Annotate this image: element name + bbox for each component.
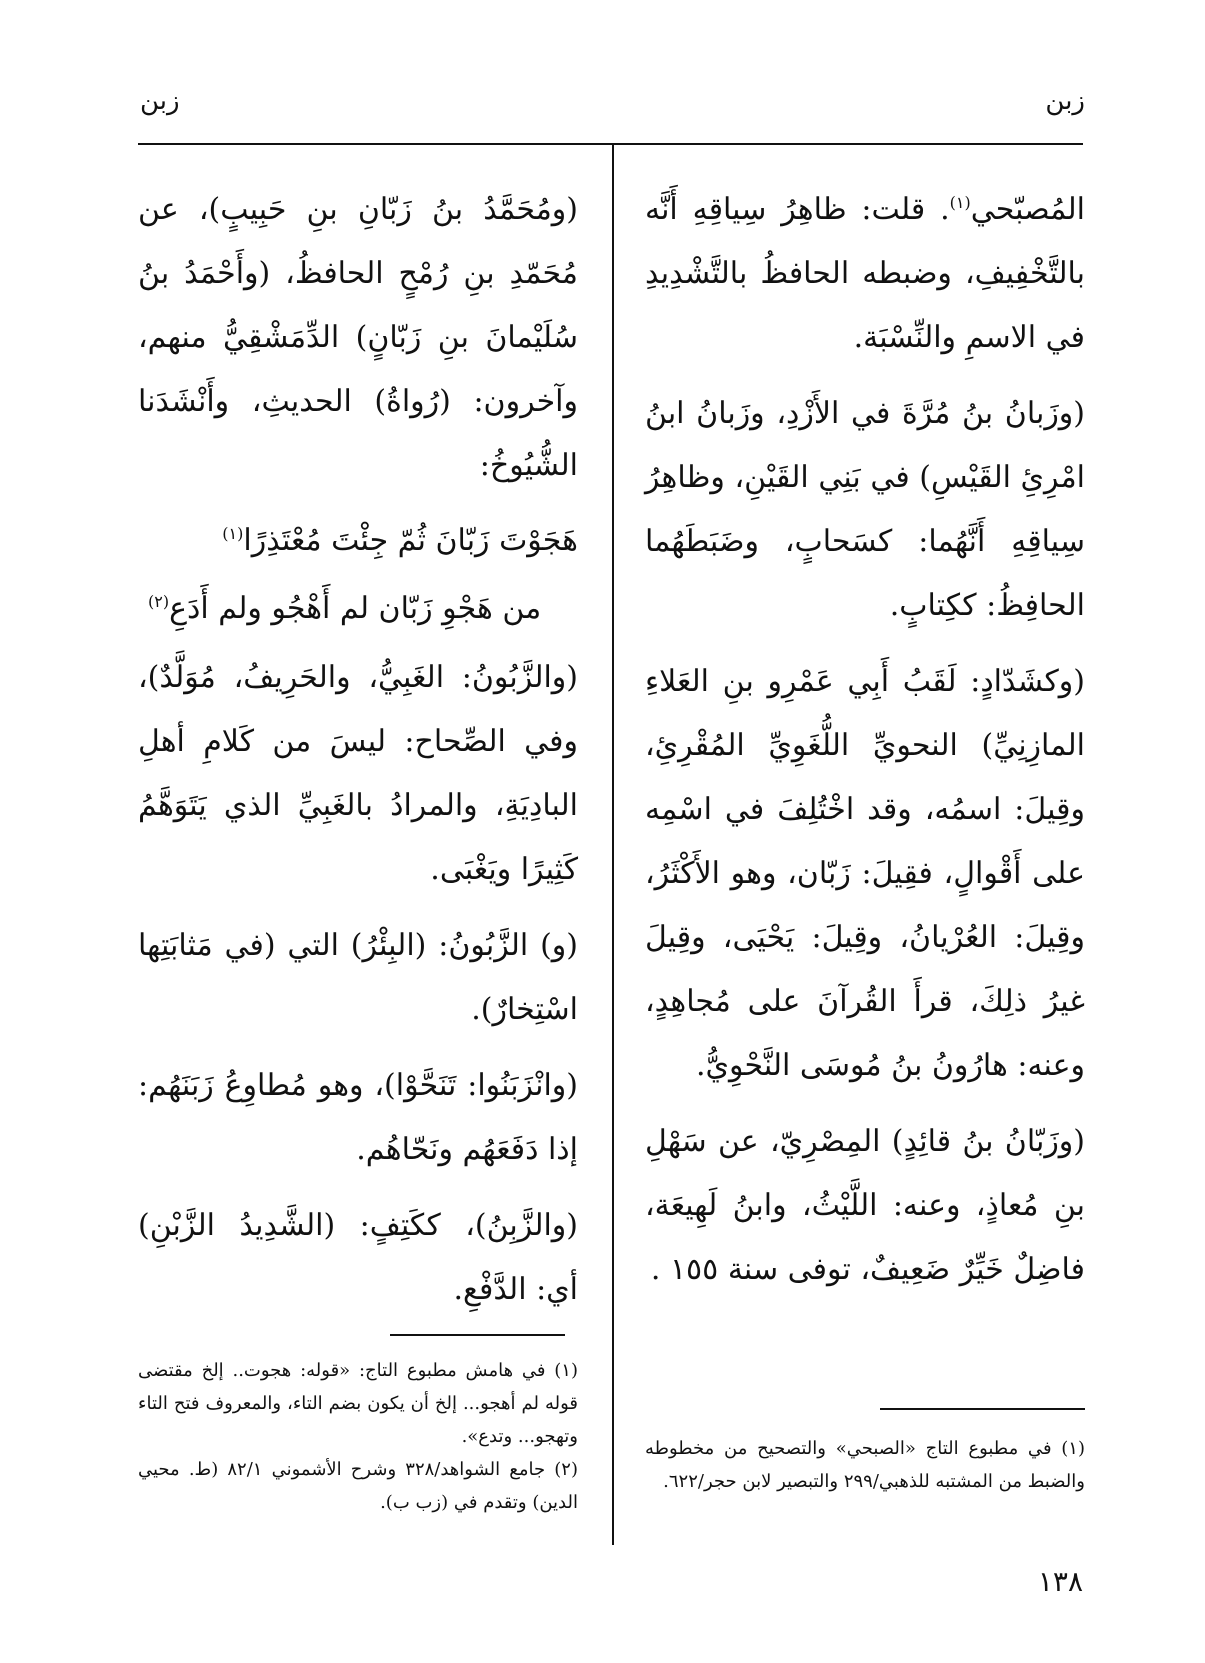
verse-footnote-marker-2: (٢)	[148, 592, 170, 611]
left-footnote-rule	[390, 1334, 565, 1336]
left-paragraph-4: (وانْزَبَنُوا: تَنَحَّوْا)، وهو مُطاوِعُ زَبَنَهُم: إذا دَفَعَهُم ونَحّاهُم.	[138, 1068, 578, 1167]
column-divider	[612, 145, 614, 1545]
running-header-right: زبن	[1045, 86, 1085, 116]
verse-first-hemistich	[138, 510, 578, 572]
verse-second-hemistich	[138, 578, 578, 640]
left-paragraph-1: (ومُحَمَّدُ بنُ زَبّانِ بنِ حَبِيبٍ)، عن مُحَمّدِ بنِ رُمْحٍ الحافظُ، (وأَحْمَدُ بنُ سُلَيْمانَ بنِ زَبّانٍ) الدِّمَشْقِيُّ منهم، وآخرون: (رُواةُ) الحديثِ، وأَنْشَدَنا الشُّيُوخُ:	[138, 192, 578, 483]
right-paragraph-3: (وكشَدّادٍ: لَقَبُ أَبِي عَمْرِو بنِ العَلاءِ المازِنِيِّ) النحويِّ اللُّغَوِيِّ المُقْرِئِ، وقِيلَ: اسمُه، وقد اخْتُلِفَ في اسْمِه على أَقْوالٍ، فقِيلَ: زَبّان، وهو الأَكْثَرُ، وقِيلَ: العُرْيانُ، وقِيلَ: يَحْيَى، وقِيلَ غيرُ ذلِكَ، قرأَ القُرآنَ على مُجاهِدٍ، وعنه: هارُونُ بنُ مُوسَى النَّحْوِيُّ.	[645, 664, 1085, 1083]
left-paragraph-3: (و) الزَّبُونُ: (البِئْرُ) التي (في مَثابَتِها اسْتِخارٌ).	[138, 928, 578, 1027]
right-paragraph-1	[645, 178, 1085, 370]
left-paragraph-5: (والزَّبِنُ)، ككَتِفٍ: (الشَّدِيدُ الزَّبْنِ) أي: الدَّفْعِ.	[138, 1208, 578, 1307]
verse-footnote-marker-1: (١)	[222, 524, 244, 543]
verse-first-text: هَجَوْتَ زَبّانَ ثُمّ جِئْتَ مُعْتَذِرًا	[243, 523, 578, 558]
right-footnotes	[645, 1432, 1085, 1498]
right-column	[645, 178, 1085, 1314]
verse-second-text: من هَجْوِ زَبّان لم أَهْجُو ولم أَدَعِ	[169, 591, 542, 626]
header-rule	[138, 143, 1083, 145]
footnote-marker: (١)	[949, 193, 971, 212]
left-footnote-2: (٢) جامع الشواهد/٣٢٨ وشرح الأشموني ٨٢/١ (ط. محيي الدين) وتقدم في (زب ب).	[138, 1459, 578, 1513]
left-footnotes	[138, 1354, 578, 1519]
right-paragraph-2: (وزَبانُ بنُ مُرَّةَ في الأَزْدِ، وزَبانُ ابنُ امْرِئِ القَيْسِ) في بَنِي القَيْنِ، وظاهِرُ سِياقِهِ أَنَّهُما: كسَحابٍ، وضَبَطَهُما الحافِظُ: ككِتابٍ.	[645, 396, 1085, 623]
right-paragraph-4: (وزَبّانُ بنُ قائِدٍ) المِصْرِيّ، عن سَهْلِ بنِ مُعاذٍ، وعنه: اللَّيْثُ، وابنُ لَهِيعَة، فاضِلٌ خَيِّرٌ ضَعِيفٌ، توفى سنة ١٥٥ .	[645, 1124, 1085, 1287]
right-paragraph-1-word: المُصبّحي	[970, 192, 1085, 227]
running-header-left: زبن	[140, 86, 180, 116]
right-footnote-1: (١) في مطبوع التاج «الصبحي» والتصحيح من مخطوطه والضبط من المشتبه للذهبي/٢٩٩ والتبصير لابن حجر/٦٢٢.	[645, 1438, 1085, 1492]
page-number: ١٣٨	[1037, 1565, 1083, 1598]
left-column	[138, 178, 578, 1334]
right-footnote-rule	[880, 1408, 1085, 1410]
left-footnote-1: (١) في هامش مطبوع التاج: «قوله: هجوت.. إلخ مقتضى قوله لم أهجو... إلخ أن يكون بضم التاء، والمعروف فتح التاء وتهجو... وتدع».	[138, 1360, 578, 1447]
left-paragraph-2: (والزَّبُونُ: الغَبِيُّ، والحَرِيفُ، مُوَلَّدٌ)، وفي الصِّحاح: ليسَ من كَلامِ أهلِ البادِيَةِ، والمرادُ بالغَبِيِّ الذي يَتَوَهَّمُ كَثِيرًا ويَغْبَى.	[138, 660, 578, 887]
right-paragraph-1-rest: . قلت: ظاهِرُ سِياقِهِ أَنَّه بالتَّخْفِيفِ، وضبطه الحافظُ بالتَّشْدِيدِ في الاسمِ والنِّسْبَة.	[645, 192, 1085, 355]
